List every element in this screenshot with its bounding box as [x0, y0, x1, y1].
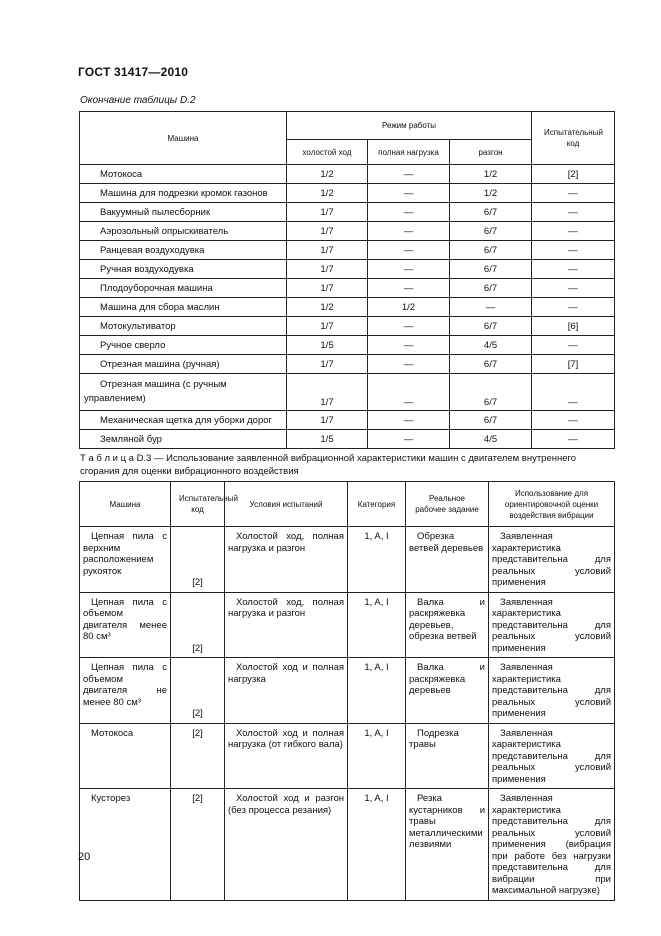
col-header-category: Категория — [348, 482, 406, 527]
table-row — [80, 184, 615, 203]
cell-machine: Отрезная машина (с ручным управлением) — [80, 374, 287, 411]
cell-full-load: — — [368, 241, 450, 260]
cell-category: 1, A, I — [348, 723, 406, 789]
cell-full-load: — — [368, 317, 450, 336]
table-d3 — [79, 481, 615, 901]
cell-machine: Машина для сбора маслин — [80, 298, 287, 317]
table-row — [80, 336, 615, 355]
cell-real-task: Резка кустарников и травы металлическими лезвиями — [406, 789, 489, 901]
cell-test-code: — — [532, 298, 615, 317]
cell-real-task: Валка и раскряжевка деревьев — [406, 658, 489, 724]
table-row — [80, 592, 615, 658]
cell-test-code: [6] — [532, 317, 615, 336]
table-row — [80, 789, 615, 901]
cell-test-code: [2] — [171, 527, 225, 593]
cell-conditions: Холостой ход, полная нагрузка и разгон — [225, 592, 348, 658]
cell-machine: Плодоуборочная машина — [80, 279, 287, 298]
col-header-test-code: Испытательный код — [171, 482, 225, 527]
cell-acceleration: 6/7 — [450, 411, 532, 430]
table-d3-caption: Т а б л и ц а D.3 — Использование заявленной вибрационной характеристики машин с двигателем внутреннего сгорания для оценки вибрационного воздействия — [80, 453, 577, 477]
col-header-machine: Машина — [80, 112, 287, 165]
cell-test-code: [2] — [171, 658, 225, 724]
cell-idle: 1/7 — [287, 279, 368, 298]
cell-acceleration: 6/7 — [450, 355, 532, 374]
cell-test-code: [2] — [171, 723, 225, 789]
cell-test-code: — — [532, 203, 615, 222]
cell-category: 1, A, I — [348, 789, 406, 901]
cell-full-load: — — [368, 222, 450, 241]
table-row — [80, 317, 615, 336]
cell-machine: Ручное сверло — [80, 336, 287, 355]
col-header-mode: Режим работы — [287, 112, 532, 140]
cell-test-code: — — [532, 241, 615, 260]
table-row — [80, 658, 615, 724]
cell-full-load: — — [368, 411, 450, 430]
cell-full-load: — — [368, 374, 450, 411]
col-header-real-task: Реальное рабочее задание — [406, 482, 489, 527]
table-row — [80, 374, 615, 411]
cell-machine: Ранцевая воздуходувка — [80, 241, 287, 260]
cell-category: 1, A, I — [348, 527, 406, 593]
cell-acceleration: 6/7 — [450, 241, 532, 260]
cell-acceleration: — — [450, 298, 532, 317]
table-row — [80, 203, 615, 222]
cell-usage: Заявленная характеристика представительна для реальных условий применения (вибрация при работе без нагрузки представительна для вибрации при максимальной нагрузке) — [489, 789, 615, 901]
cell-machine: Цепная пила с объемом двигателя не менее 80 см³ — [80, 658, 171, 724]
cell-test-code: — — [532, 374, 615, 411]
cell-idle: 1/7 — [287, 317, 368, 336]
cell-machine: Мотокоса — [80, 723, 171, 789]
cell-usage: Заявленная характеристика представительна для реальных условий применения — [489, 527, 615, 593]
cell-usage: Заявленная характеристика представительна для реальных условий применения — [489, 723, 615, 789]
cell-test-code: [2] — [171, 592, 225, 658]
cell-conditions: Холостой ход, полная нагрузка и разгон — [225, 527, 348, 593]
cell-idle: 1/2 — [287, 298, 368, 317]
cell-machine: Земляной бур — [80, 430, 287, 449]
cell-acceleration: 6/7 — [450, 203, 532, 222]
table-row — [80, 222, 615, 241]
cell-category: 1, A, I — [348, 658, 406, 724]
cell-machine: Цепная пила с объемом двигателя менее 80 см³ — [80, 592, 171, 658]
cell-test-code: — — [532, 279, 615, 298]
cell-acceleration: 6/7 — [450, 374, 532, 411]
cell-full-load: — — [368, 279, 450, 298]
cell-category: 1, A, I — [348, 592, 406, 658]
cell-test-code: [7] — [532, 355, 615, 374]
cell-machine: Механическая щетка для уборки дорог — [80, 411, 287, 430]
cell-acceleration: 6/7 — [450, 279, 532, 298]
table-row — [80, 165, 615, 184]
table-row — [80, 279, 615, 298]
cell-test-code: — — [532, 222, 615, 241]
cell-usage: Заявленная характеристика представительна для реальных условий применения — [489, 658, 615, 724]
col-header-usage: Использование для ориентировочной оценки воздействия вибрации — [489, 482, 615, 527]
cell-machine: Мотокультиватор — [80, 317, 287, 336]
cell-full-load: — — [368, 355, 450, 374]
cell-acceleration: 4/5 — [450, 430, 532, 449]
cell-machine: Отрезная машина (ручная) — [80, 355, 287, 374]
col-header-idle: холостой ход — [287, 140, 368, 165]
cell-acceleration: 4/5 — [450, 336, 532, 355]
col-header-full-load: полная нагрузка — [368, 140, 450, 165]
table-row — [80, 430, 615, 449]
cell-full-load: 1/2 — [368, 298, 450, 317]
table-row — [80, 527, 615, 593]
cell-test-code: [2] — [171, 789, 225, 901]
cell-full-load: — — [368, 184, 450, 203]
cell-idle: 1/7 — [287, 355, 368, 374]
cell-test-code: — — [532, 430, 615, 449]
cell-idle: 1/5 — [287, 336, 368, 355]
page-number: 20 — [78, 851, 91, 863]
document-title: ГОСТ 31417—2010 — [78, 65, 189, 79]
cell-acceleration: 6/7 — [450, 317, 532, 336]
cell-acceleration: 6/7 — [450, 260, 532, 279]
cell-full-load: — — [368, 260, 450, 279]
cell-test-code: — — [532, 184, 615, 203]
table-row — [80, 411, 615, 430]
cell-conditions: Холостой ход и разгон (без процесса резания) — [225, 789, 348, 901]
cell-machine: Аэрозольный опрыскиватель — [80, 222, 287, 241]
table-row — [80, 298, 615, 317]
col-header-conditions: Условия испытаний — [225, 482, 348, 527]
table-d2-caption: Окончание таблицы D.2 — [80, 95, 196, 106]
cell-idle: 1/2 — [287, 184, 368, 203]
table-d2 — [79, 111, 615, 449]
cell-machine: Цепная пила с верхним расположением рукояток — [80, 527, 171, 593]
table-row — [80, 723, 615, 789]
cell-acceleration: 1/2 — [450, 165, 532, 184]
table-row — [80, 241, 615, 260]
cell-idle: 1/7 — [287, 374, 368, 411]
cell-test-code: — — [532, 260, 615, 279]
cell-machine: Вакуумный пылесборник — [80, 203, 287, 222]
cell-machine: Машина для подрезки кромок газонов — [80, 184, 287, 203]
cell-idle: 1/7 — [287, 411, 368, 430]
cell-full-load: — — [368, 165, 450, 184]
cell-test-code: — — [532, 411, 615, 430]
cell-real-task: Обрезка ветвей деревьев — [406, 527, 489, 593]
table-row — [80, 355, 615, 374]
cell-real-task: Подрезка травы — [406, 723, 489, 789]
col-header-machine: Машина — [80, 482, 171, 527]
cell-usage: Заявленная характеристика представительна для реальных условий применения — [489, 592, 615, 658]
cell-idle: 1/7 — [287, 241, 368, 260]
cell-idle: 1/7 — [287, 203, 368, 222]
cell-acceleration: 1/2 — [450, 184, 532, 203]
cell-conditions: Холостой ход и полная нагрузка (от гибкого вала) — [225, 723, 348, 789]
cell-full-load: — — [368, 336, 450, 355]
cell-test-code: — — [532, 336, 615, 355]
cell-test-code: [2] — [532, 165, 615, 184]
cell-idle: 1/5 — [287, 430, 368, 449]
cell-conditions: Холостой ход и полная нагрузка — [225, 658, 348, 724]
cell-idle: 1/7 — [287, 222, 368, 241]
cell-acceleration: 6/7 — [450, 222, 532, 241]
col-header-test-code: Испытательный код — [532, 112, 615, 165]
cell-full-load: — — [368, 203, 450, 222]
cell-machine: Мотокоса — [80, 165, 287, 184]
cell-full-load: — — [368, 430, 450, 449]
cell-idle: 1/7 — [287, 260, 368, 279]
cell-machine: Ручная воздуходувка — [80, 260, 287, 279]
col-header-acceleration: разгон — [450, 140, 532, 165]
cell-idle: 1/2 — [287, 165, 368, 184]
cell-real-task: Валка и раскряжевка деревьев, обрезка ветвей — [406, 592, 489, 658]
cell-machine: Кусторез — [80, 789, 171, 901]
table-row — [80, 260, 615, 279]
